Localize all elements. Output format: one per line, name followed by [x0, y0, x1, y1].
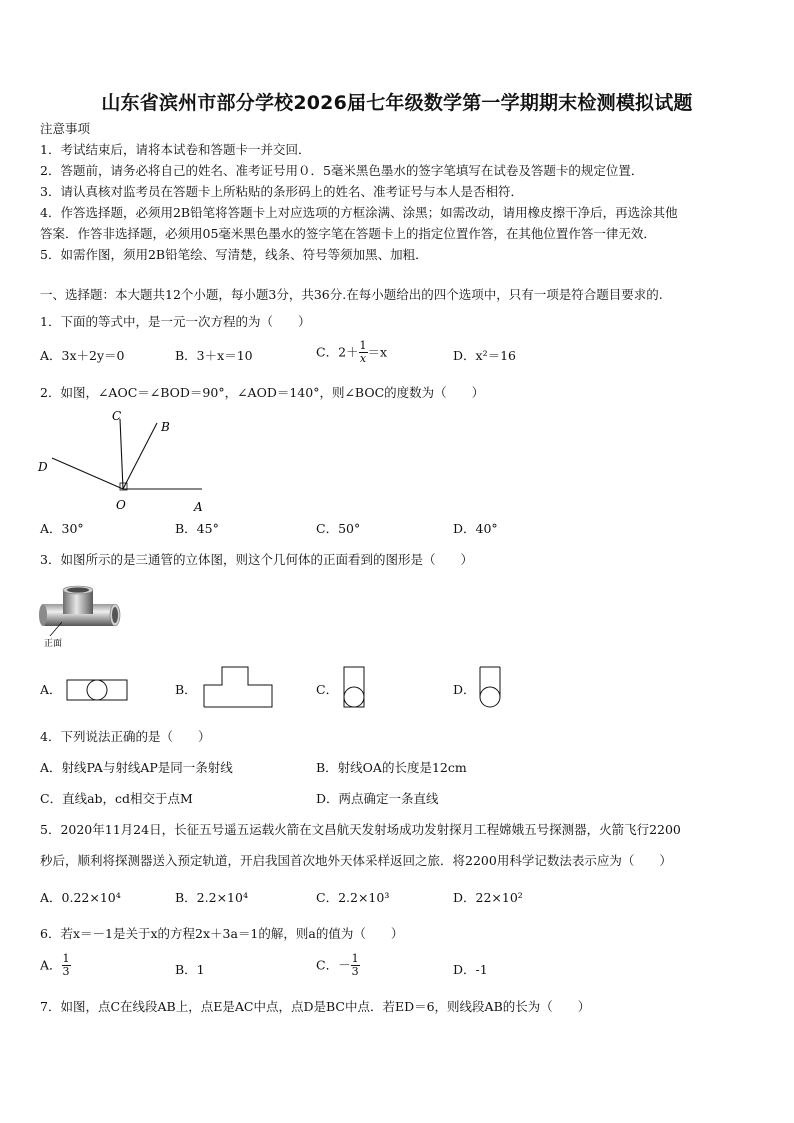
fraction-numerator: 1 — [62, 952, 70, 965]
section-heading: 一、选择题：本大题共12个小题，每小题3分，共36分.在每小题给出的四个选项中，只有一项是符合题目要求的. — [40, 287, 663, 302]
q1-option-c — [316, 340, 387, 365]
notice-item: 3．请认真核对监考员在答题卡上所粘贴的条形码上的姓名、准考证号与本人是否相符． — [40, 184, 523, 199]
q5-option-c: C．2.2×10³ — [316, 890, 390, 905]
notice-item: 5．如需作图，须用2B铅笔绘、写清楚，线条、符号等须加黑、加粗． — [40, 247, 428, 262]
q2-option-a: A．30° — [40, 521, 84, 536]
q3-option-a-figure — [66, 677, 130, 703]
page-title: 山东省滨州市部分学校2026届七年级数学第一学期期末检测模拟试题 — [101, 92, 693, 114]
q1-option-d: D．x²＝16 — [453, 348, 516, 363]
notice-item: 4．作答选择题，必须用2B铅笔将答题卡上对应选项的方框涂满、涂黑；如需改动，请用橡皮擦干净后，再选涂其他 — [40, 205, 678, 220]
q6-option-c-fraction — [351, 953, 360, 978]
q3-option-d-label: D． — [453, 682, 476, 697]
q5-option-d: D．22×10² — [453, 890, 523, 905]
q3-option-a-label: A． — [40, 682, 62, 697]
q3-option-b-label: B． — [175, 682, 197, 697]
q2-angle-diagram — [30, 405, 260, 520]
q3-option-c-figure — [342, 665, 368, 709]
q3-option-d-figure — [478, 665, 504, 709]
notice-heading: 注意事项 — [40, 121, 91, 136]
notice-item: 答案．作答非选择题，必须用05毫米黑色墨水的签字笔在答题卡上的指定位置作答，在其他位置作答一律无效． — [40, 226, 656, 241]
q4-option-c: C．直线ab，cd相交于点M — [40, 791, 193, 806]
question-1-stem: 1．下面的等式中，是一元一次方程的为（ ） — [40, 314, 311, 329]
question-7-stem: 7．如图，点C在线段AB上，点E是AC中点，点D是BC中点．若ED＝6，则线段AB的长为（ ） — [40, 999, 591, 1014]
fraction-numerator: 1 — [359, 339, 367, 352]
question-3-stem: 3．如图所示的是三通管的立体图，则这个几何体的正面看到的图形是（ ） — [40, 552, 473, 567]
q3-option-b-figure — [202, 665, 276, 709]
q3-option-c-label: C． — [316, 682, 339, 697]
q4-option-a: A．射线PA与射线AP是同一条射线 — [40, 760, 233, 775]
q5-option-a: A．0.22×10⁴ — [40, 890, 121, 905]
q2-option-d: D．40° — [453, 521, 498, 536]
q6-option-c — [316, 953, 360, 978]
question-6-stem: 6．若x＝－1是关于x的方程2x＋3a＝1的解，则a的值为（ ） — [40, 926, 404, 941]
q6-option-b: B．1 — [175, 962, 205, 977]
q1-option-c-fraction — [359, 340, 368, 365]
q4-option-d: D．两点确定一条直线 — [316, 791, 439, 806]
t-pipe-illustration — [36, 584, 136, 654]
fraction-denominator: x — [359, 352, 367, 365]
question-2-stem: 2．如图，∠AOC＝∠BOD＝90°，∠AOD＝140°，则∠BOC的度数为（ ） — [40, 385, 485, 400]
q6-option-a — [40, 953, 71, 978]
notice-item: 2．答题前，请务必将自己的姓名、准考证号用０．5毫米黑色墨水的签字笔填写在试卷及答题卡的规定位置． — [40, 163, 644, 178]
question-5-line-1: 5．2020年11月24日，长征五号遥五运载火箭在文昌航天发射场成功发射探月工程嫦娥五号探测器，火箭飞行2200 — [40, 822, 681, 837]
q6-option-a-fraction — [62, 953, 71, 978]
q1-option-c-prefix: C．2＋ — [316, 344, 359, 360]
point-label-o: O — [116, 498, 126, 512]
point-label-d: D — [38, 460, 48, 474]
front-view-label: 正面 — [44, 639, 63, 649]
question-4-stem: 4．下列说法正确的是（ ） — [40, 729, 211, 744]
notice-item: 1．考试结束后，请将本试卷和答题卡一并交回． — [40, 142, 311, 157]
fraction-numerator: 1 — [351, 952, 359, 965]
q6-option-d: D．-1 — [453, 962, 488, 977]
q1-option-a: A．3x＋2y＝0 — [40, 348, 125, 363]
fraction-denominator: 3 — [62, 965, 70, 978]
point-label-c: C — [112, 409, 122, 423]
q1-option-b: B．3＋x＝10 — [175, 348, 253, 363]
q5-option-b: B．2.2×10⁴ — [175, 890, 248, 905]
q2-option-c: C．50° — [316, 521, 361, 536]
question-5-line-2: 秒后，顺利将探测器送入预定轨道，开启我国首次地外天体采样返回之旅．将2200用科学记数法表示应为（ ） — [40, 853, 672, 868]
q2-option-b: B．45° — [175, 521, 219, 536]
fraction-denominator: 3 — [351, 965, 359, 978]
q6-option-c-prefix: C．－ — [316, 957, 351, 973]
q4-option-b: B．射线OA的长度是12cm — [316, 760, 467, 775]
point-label-b: B — [161, 420, 170, 434]
q6-option-a-prefix: A． — [40, 957, 62, 973]
point-label-a: A — [194, 500, 203, 514]
q1-option-c-suffix: ＝x — [367, 344, 388, 360]
